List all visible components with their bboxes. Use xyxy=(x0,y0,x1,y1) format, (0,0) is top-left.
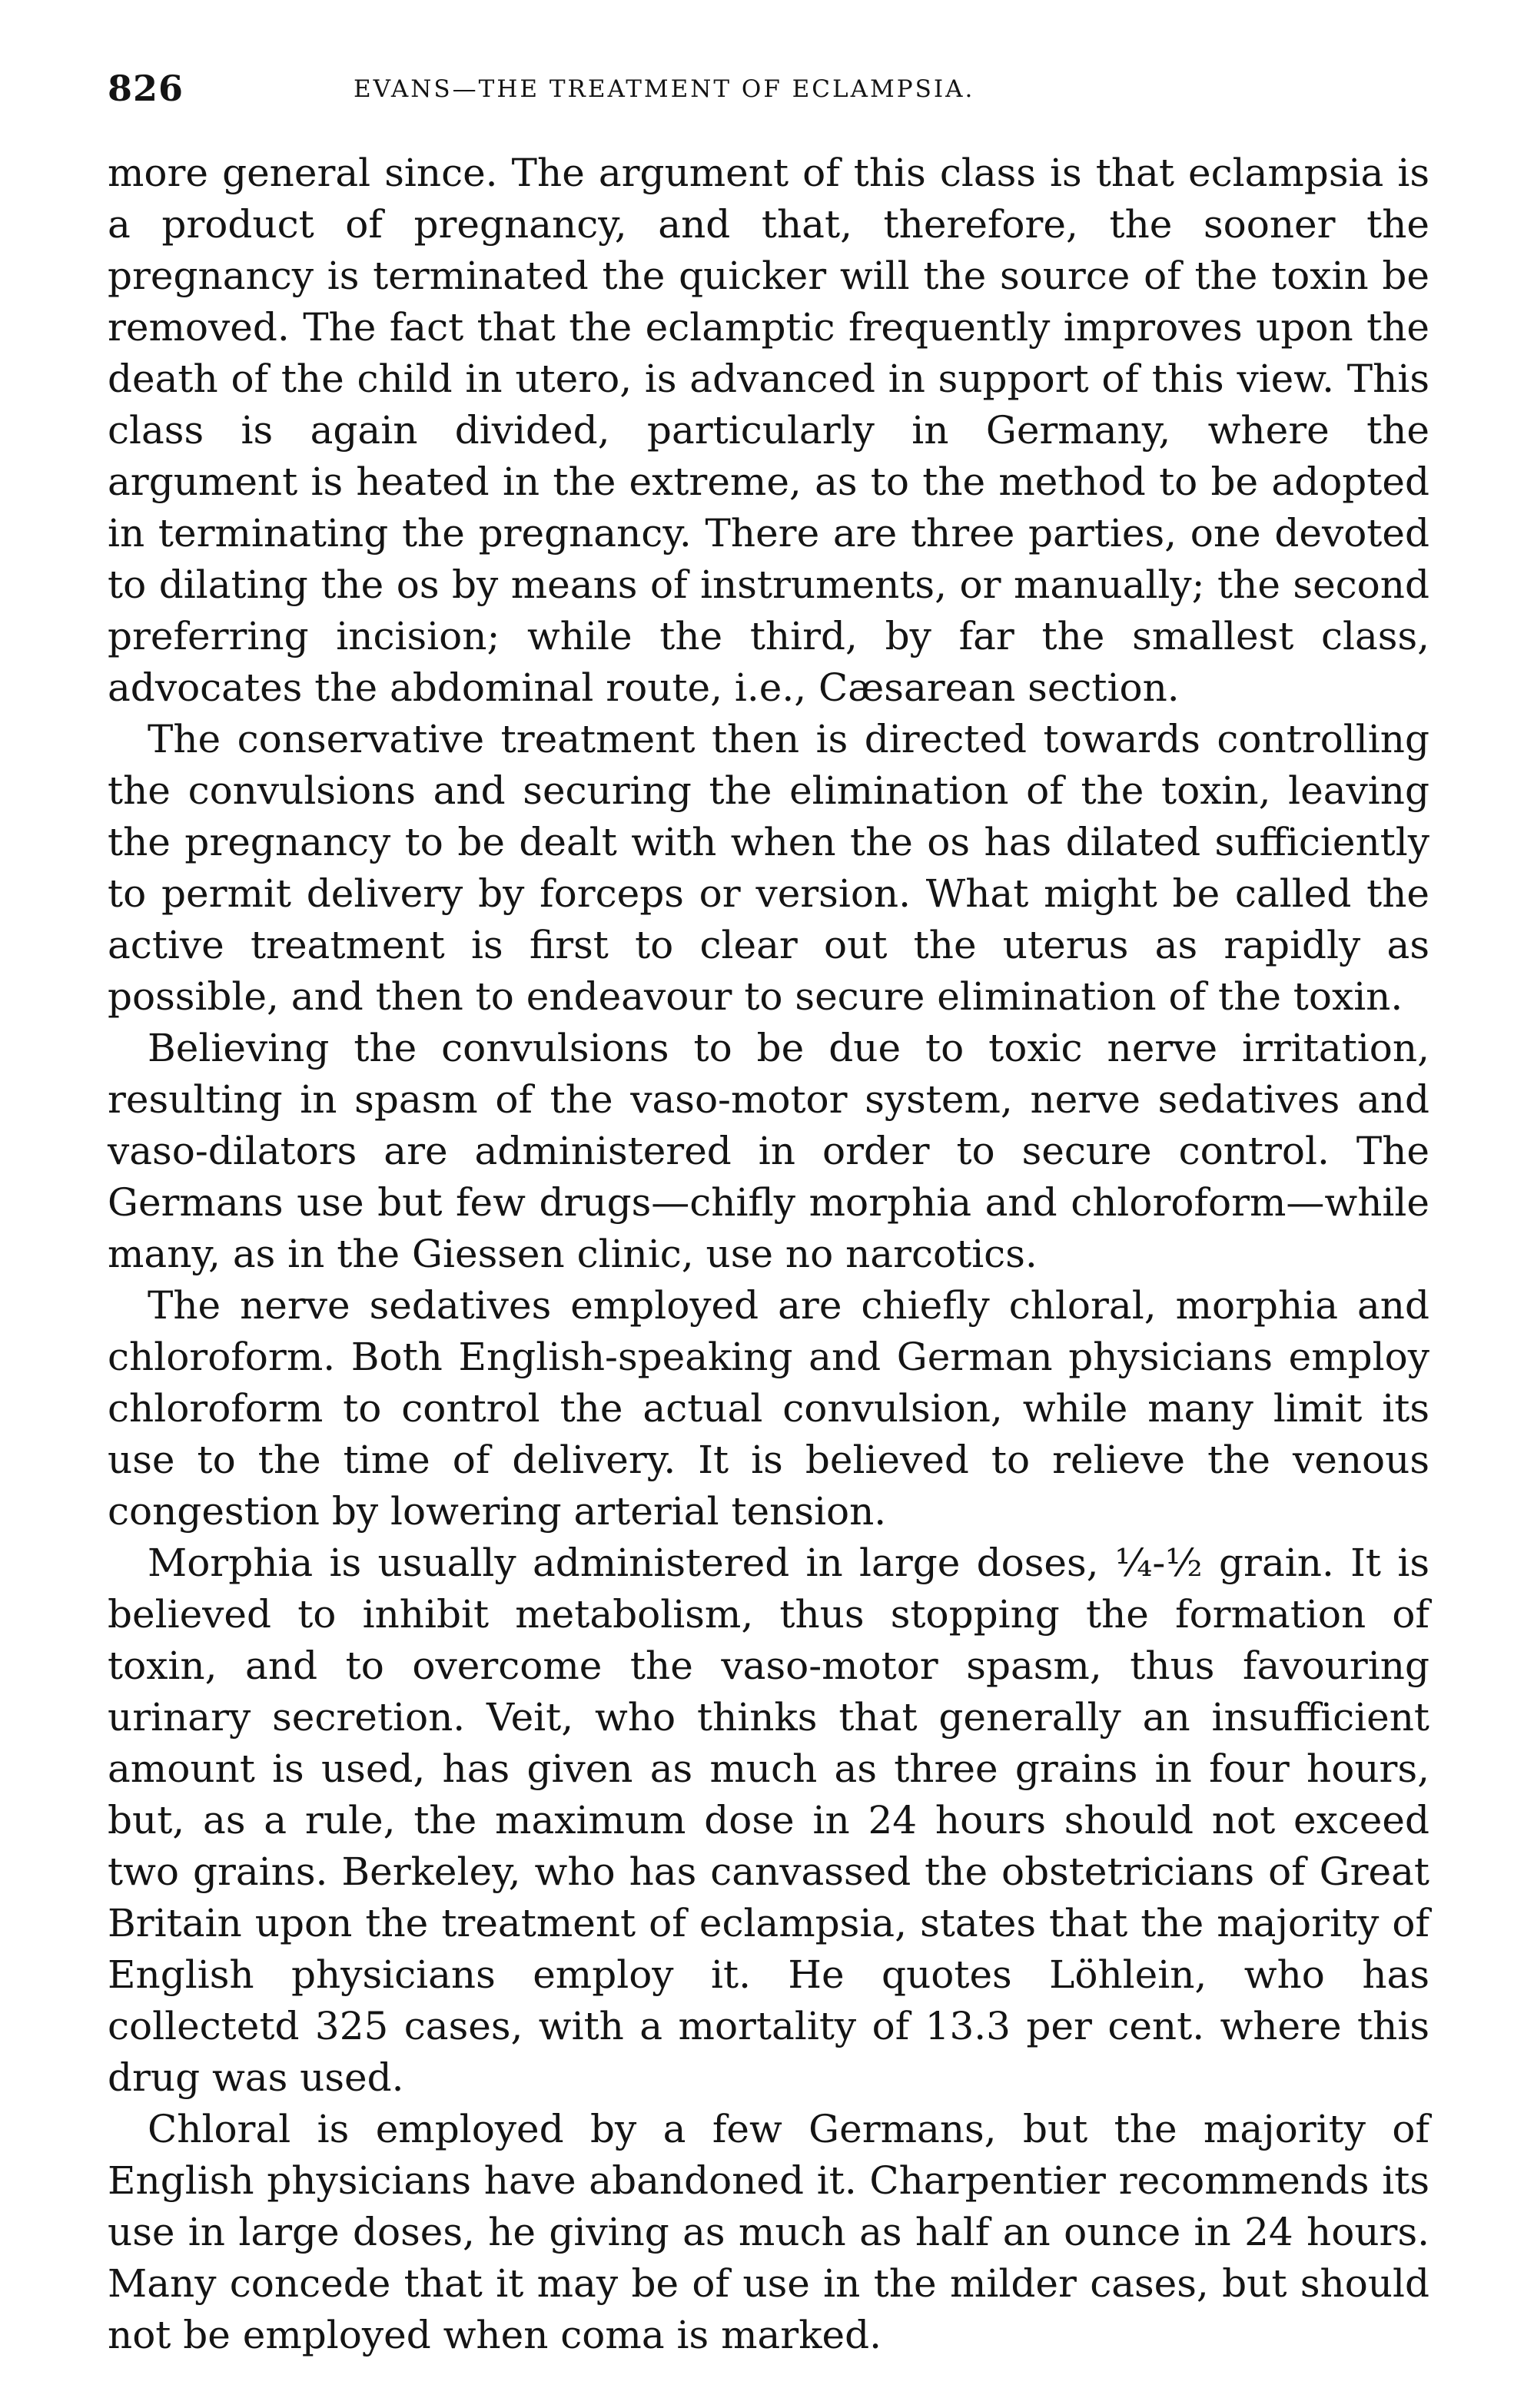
paragraph: The nerve sedatives employed are chiefly chloral, morphia and chloroform. Both English-speaking and German physicians employ chloroform to control the actual convulsion, while many limit its use to the time of delivery. It is believed to relieve the venous congestion by lowering arterial tension. xyxy=(108,1283,1429,1534)
paragraph: The conservative treatment then is directed towards controlling the convulsions and securing the elimination of the toxin, leaving the pregnancy to be dealt with when the os has dilated sufficiently to permit delivery by forceps or version. What might be called the active treatment is first to clear out the uterus as rapidly as possible, and then to endeavour to secure elimination of the toxin. xyxy=(108,717,1429,1019)
paragraph: Chloral is employed by a few Germans, but the majority of English physicians have abandoned it. Charpentier recommends its use in large doses, he giving as much as half an ounce in 24 hours. Many concede that it may be of use in the milder cases, but should not be employed when coma is marked. xyxy=(108,2107,1429,2357)
paragraph: Morphia is usually administered in large doses, ¼-½ grain. It is believed to inhibit metabolism, thus stopping the formation of toxin, and to overcome the vaso-motor spasm, thus favouring urinary secretion. Veit, who thinks that generally an insufficient amount is used, has given as much as three grains in four hours, but, as a rule, the maximum dose in 24 hours should not exceed two grains. Berkeley, who has canvassed the obstetricians of Great Britain upon the treatment of eclampsia, states that the majority of English physicians employ it. He quotes Löhlein, who has collectetd 325 cases, with a mortality of 13.3 per cent. where this drug was used. xyxy=(108,1541,1429,2100)
paragraph: more general since. The argument of this class is that eclampsia is a product of pregnancy, and that, therefore, the sooner the pregnancy is terminated the quicker will the source of the toxin be removed. The fact that the eclamptic frequently improves upon the death of the child in utero, is advanced in support of this view. This class is again divided, particularly in Germany, where the argument is heated in the extreme, as to the method to be adopted in terminating the pregnancy. There are three parties, one devoted to dilating the os by means of instruments, or manually; the second preferring incision; while the third, by far the smallest class, advocates the abdominal route, i.e., Cæsarean section. xyxy=(108,151,1429,710)
page-header xyxy=(108,68,1429,114)
body-text xyxy=(108,148,1429,2361)
page-number: 826 xyxy=(108,68,184,109)
page xyxy=(108,0,1429,2408)
paragraph: Believing the convulsions to be due to toxic nerve irritation, resulting in spasm of the vaso-motor system, nerve sedatives and vaso-dilators are administered in order to secure control. The Germans use but few drugs—chifly morphia and chloroform—while many, as in the Giessen clinic, use no narcotics. xyxy=(108,1026,1429,1276)
running-head: EVANS—THE TREATMENT OF ECLAMPSIA. xyxy=(354,75,975,103)
